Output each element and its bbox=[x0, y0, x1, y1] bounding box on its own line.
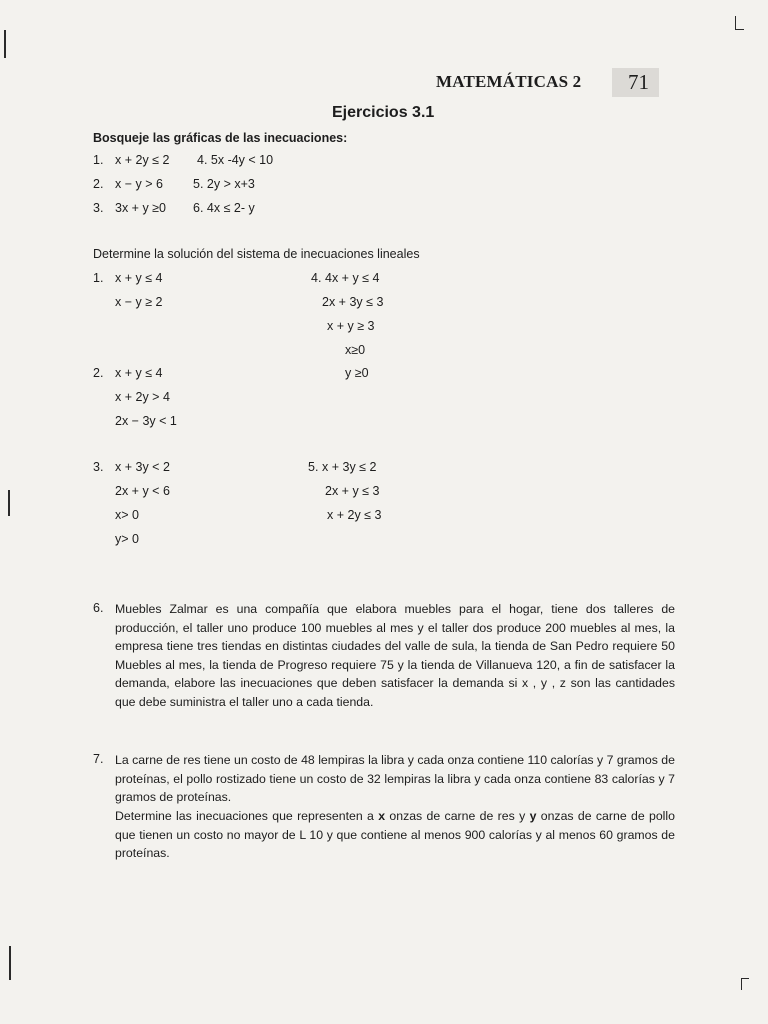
inequality-1: x + 2y ≤ 2 bbox=[115, 153, 170, 167]
problem-7-text: La carne de res tiene un costo de 48 lempiras la libra y cada onza contiene 110 calorías y 7 gramos de proteínas, el pollo rostizado tiene un costo de 32 lempiras la libra y cada onza contiene 83 calorías y 7 gramos de proteínas. bbox=[115, 753, 675, 804]
section1-instruction: Bosqueje las gráficas de las inecuaciones: bbox=[93, 131, 348, 145]
system-line: 2x + 3y ≤ 3 bbox=[322, 295, 384, 309]
inequality-6: 6. 4x ≤ 2- y bbox=[193, 201, 255, 215]
system-line: x + y ≤ 4 bbox=[115, 271, 163, 285]
section2-instruction: Determine la solución del sistema de inecuaciones lineales bbox=[93, 247, 420, 261]
list-item-number: 3. bbox=[93, 201, 104, 215]
scan-corner-mark bbox=[741, 978, 749, 979]
scan-edge-mark bbox=[8, 490, 10, 516]
system-line: x + 3y < 2 bbox=[115, 460, 170, 474]
system-number: 5. bbox=[308, 460, 319, 474]
scan-edge-mark bbox=[9, 946, 11, 980]
variable-x: x bbox=[378, 809, 386, 823]
question-text: onzas de carne de pollo que tienen un costo no mayor de L 10 y que contiene al menos 900 calorías y al menos 60 gramos de proteínas. bbox=[115, 809, 675, 860]
system-line: 4x + y ≤ 4 bbox=[325, 271, 380, 285]
system-line: 2x + y ≤ 3 bbox=[325, 484, 380, 498]
problem-number: 6. bbox=[93, 601, 104, 615]
system-line: x + y ≤ 4 bbox=[115, 366, 163, 380]
scan-edge-mark bbox=[4, 30, 6, 58]
system-line: x + 2y > 4 bbox=[115, 390, 170, 404]
scan-corner-mark bbox=[735, 16, 736, 30]
book-title: MATEMÁTICAS 2 bbox=[436, 72, 582, 91]
system-line: y> 0 bbox=[115, 532, 139, 546]
scan-corner-mark bbox=[735, 29, 744, 30]
inequality-4: 4. 5x -4y < 10 bbox=[197, 153, 274, 167]
page-number: 71 bbox=[612, 68, 659, 97]
system-number: 4. bbox=[311, 271, 322, 285]
system-line: x − y ≥ 2 bbox=[115, 295, 163, 309]
system-line: x≥0 bbox=[345, 343, 366, 357]
question-text: onzas de carne de res y bbox=[385, 809, 530, 823]
system-line: x + 2y ≤ 3 bbox=[327, 508, 382, 522]
list-item-number: 1. bbox=[93, 153, 104, 167]
problem-6-text: Muebles Zalmar es una compañía que elabora muebles para el hogar, tiene dos talleres de producción, el taller uno produce 100 muebles al mes y el taller dos produce 200 muebles al mes, la empresa tiene tres tiendas en distintas ciudades del valle de sula, la tienda de San Pedro requiere 50 Muebles al mes, la tienda de Progreso requiere 75 y la tienda de Villanueva 120, a fin de satisfacer la demanda, elabore las inecuaciones que deben satisfacer la demanda si x , y , z son las cantidades que debe suministra el taller uno a cada tienda. bbox=[115, 602, 675, 709]
problem-7-question bbox=[115, 807, 675, 863]
inequality-5: 5. 2y > x+3 bbox=[193, 177, 255, 191]
system-line: 2x − 3y < 1 bbox=[115, 414, 177, 428]
system-number: 1. bbox=[93, 271, 104, 285]
system-number: 3. bbox=[93, 460, 104, 474]
system-line: x> 0 bbox=[115, 508, 139, 522]
system-line: x + y ≥ 3 bbox=[327, 319, 375, 333]
system-number: 2. bbox=[93, 366, 104, 380]
system-line: y ≥0 bbox=[345, 366, 369, 380]
system-line: 2x + y < 6 bbox=[115, 484, 170, 498]
inequality-3: 3x + y ≥0 bbox=[115, 201, 166, 215]
variable-y: y bbox=[529, 809, 537, 823]
system-line: x + 3y ≤ 2 bbox=[322, 460, 377, 474]
inequality-2: x − y > 6 bbox=[115, 177, 163, 191]
scan-corner-mark bbox=[741, 978, 742, 990]
problem-number: 7. bbox=[93, 752, 104, 766]
exercise-title: Ejercicios 3.1 bbox=[332, 104, 435, 121]
list-item-number: 2. bbox=[93, 177, 104, 191]
question-text: Determine las inecuaciones que representen a bbox=[115, 809, 379, 823]
